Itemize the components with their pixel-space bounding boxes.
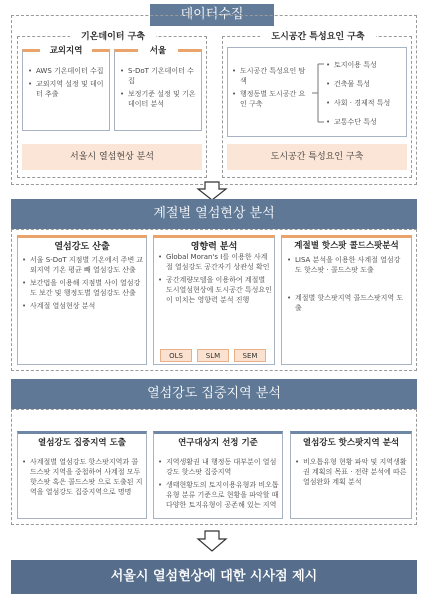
- intensity-calc-list: [22, 255, 144, 314]
- down-arrow-icon: [195, 181, 229, 201]
- influence-analysis-list: [158, 252, 272, 308]
- hotspot-coldspot-list: [287, 255, 407, 316]
- urban-factor-list-left: [232, 66, 312, 112]
- list-item: • 공간계량모델을 이용하여 계절별 도시열섬현상에 도시공간 특성요인이 미치는 영향력 분석 진행: [158, 275, 272, 305]
- heat-island-result: 서울시 열섬현상 분석: [22, 144, 202, 170]
- list-item: • 사회 · 경제적 특성: [326, 98, 406, 108]
- list-item: • 사계절 열섬현상 분석: [22, 301, 144, 311]
- urban-factor-result: 도시공간 특성요인 구축: [227, 144, 407, 170]
- list-item: • 토지이용 특성: [326, 60, 406, 70]
- list-item: • Global Moran's I를 이용한 사계절 열섬강도 공간자기 상관성 확인: [158, 252, 272, 272]
- model-chip-ols: OLS: [160, 349, 192, 362]
- list-item: • 서울 S-DoT 지점별 기온에서 주변 교외지역 기온 평균 빼 열섬강도 산출: [22, 255, 144, 275]
- list-item: • S-DoT 기온데이터 수집: [120, 66, 198, 86]
- influence-analysis-title: 영향력 분석: [190, 242, 238, 252]
- list-item: • 행정동별 도시공간 요인 구축: [232, 89, 312, 109]
- list-item: • 교통수단 특성: [326, 117, 406, 127]
- concentration-area-title: 열섬강도 집중지역 도출: [37, 438, 127, 448]
- concentration-area-list: [22, 457, 144, 500]
- intensity-calc-title: 열섬강도 산출: [54, 242, 110, 252]
- hotspot-analysis-list: [295, 457, 409, 490]
- section2-header: 계절별 열섬현상 분석: [11, 199, 417, 229]
- list-item: • 비오톱유형 현황 파악 및 지역생활권 계획의 목표 · 전략 분석에 따른 열섬완화 계획 분석: [295, 457, 409, 487]
- urban-factor-group-title: 도시공간 특성요인 구축: [260, 29, 376, 42]
- list-item: • 사계절별 열섬강도 핫스팟지역과 콜드스팟 지역을 중첩하여 사계절 모두 핫스팟 혹은 콜드스팟 으로 도출된 지역을 열섬강도 집중지역으로 명명: [22, 457, 144, 497]
- list-item: • 보간법을 이용해 지점별 사이 열섬강도 보간 및 행정도별 열섬강도 산출: [22, 278, 144, 298]
- list-item: • AWS 기온데이터 수집: [28, 66, 106, 76]
- list-item: • 보정기준 설정 및 기온데이터 분석: [120, 89, 198, 109]
- seoul-box-title: 서울: [138, 44, 178, 56]
- model-chip-sem: SEM: [234, 349, 266, 362]
- list-item: • 생태현황도의 토지이용유형과 비오톱유형 분류 기준으로 현황을 파악할 때 다양한 토지유형이 공존해 있는 지역: [158, 480, 280, 510]
- urban-factor-list-right: [326, 60, 406, 130]
- site-selection-list: [158, 457, 280, 513]
- section3-header: 열섬강도 집중지역 분석: [11, 379, 417, 409]
- list-item: • LISA 분석을 이용한 사계절 열섬강도 핫스팟 · 콜드스팟 도출: [287, 255, 407, 275]
- hotspot-coldspot-title: 계절별 핫스팟 콜드스팟분석: [294, 241, 399, 251]
- down-arrow-icon: [195, 530, 229, 552]
- list-item: • 교외지역 설정 및 데이터 추출: [28, 79, 106, 99]
- seoul-list: [120, 66, 198, 112]
- section1-header: 데이터수집: [150, 4, 274, 26]
- temperature-group-title: 기온데이터 구축: [70, 29, 156, 42]
- bracket-connector: [310, 58, 326, 128]
- list-item: • 도시공간 특성요인 탐색: [232, 66, 312, 86]
- hotspot-analysis-title: 열섬강도 핫스팟지역 분석: [302, 438, 400, 448]
- list-item: • 건축물 특성: [326, 79, 406, 89]
- list-item: • 지역생활권 내 행정동 대부분이 열섬강도 핫스팟 집중지역: [158, 457, 280, 477]
- suburb-box-title: 교외지역: [40, 44, 92, 56]
- list-item: • 계절별 핫스팟지역 콜드스팟지역 도출: [287, 293, 407, 313]
- site-selection-title: 연구대상지 선정 기준: [178, 438, 258, 448]
- final-conclusion-banner: 서울시 열섬현상에 대한 시사점 제시: [11, 560, 417, 594]
- suburb-list: [28, 66, 106, 102]
- model-chip-slm: SLM: [197, 349, 229, 362]
